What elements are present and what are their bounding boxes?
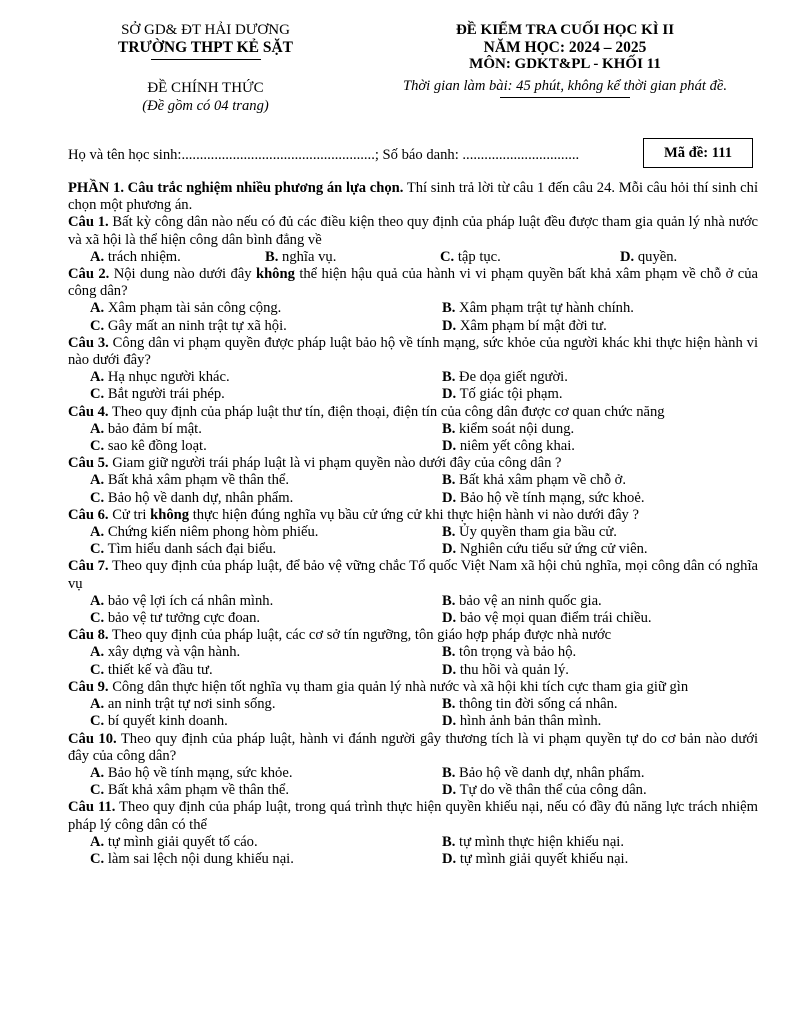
- question-block: [68, 507, 758, 559]
- option-letter: C.: [90, 438, 105, 455]
- question-text: Công dân thực hiện tốt nghĩa vụ tham gia quản lý nhà nước và xã hội khi tích cực tham gia giữ gìn: [108, 678, 689, 695]
- question-stem: [68, 627, 758, 644]
- question-number: Câu 3.: [68, 334, 109, 351]
- option-letter: C.: [90, 610, 105, 627]
- question-text: Công dân vi phạm quyền được pháp luật bảo hộ về tính mạng, sức khỏe của người khác khi thực hiện hành vi nào dưới đây?: [68, 334, 758, 369]
- answer-option: [90, 782, 442, 799]
- question-number: Câu 6.: [68, 506, 109, 523]
- answer-options: [68, 696, 758, 730]
- option-letter: D.: [442, 438, 457, 455]
- answer-options: [68, 834, 758, 868]
- question-stem: [68, 335, 758, 369]
- student-info-row: [68, 143, 758, 171]
- question-text-tail: thực hiện đúng nghĩa vụ bầu cử ứng cử khi thực hiện hành vi nào dưới đây ?: [189, 506, 639, 523]
- option-text: Bảo hộ về tính mạng, sức khoẻ.: [456, 489, 645, 506]
- option-text: niêm yết công khai.: [456, 438, 575, 455]
- answer-option: [442, 421, 752, 438]
- question-text: Bất kỳ công dân nào nếu có đủ các điều kiện theo quy định của pháp luật đều được tham gia quản lý nhà nước và xã hội là thể hiện công dân bình đẳng về: [68, 214, 759, 248]
- option-text: an ninh trật tự nơi sinh sống.: [104, 696, 276, 713]
- option-letter: B.: [442, 420, 456, 437]
- answer-options: [68, 524, 758, 558]
- option-letter: D.: [442, 489, 457, 506]
- question-stem: [68, 558, 758, 592]
- question-number: Câu 4.: [68, 403, 109, 420]
- option-text: bảo vệ an ninh quốc gia.: [455, 592, 602, 609]
- option-text: Bắt người trái phép.: [104, 386, 225, 403]
- question-number: Câu 1.: [68, 214, 109, 231]
- question-text: Nội dung nào dưới đây: [109, 266, 256, 283]
- option-letter: C.: [90, 850, 105, 867]
- option-letter: A.: [90, 696, 105, 713]
- answer-option: [90, 541, 442, 558]
- question-block: [68, 455, 758, 507]
- question-block: [68, 266, 758, 335]
- answer-option: [90, 765, 442, 782]
- question-number: Câu 10.: [68, 730, 117, 747]
- option-text: Bất khả xâm phạm về thân thể.: [104, 472, 290, 489]
- option-letter: A.: [90, 472, 105, 489]
- header-left: [68, 22, 343, 115]
- option-text: tôn trọng và bảo hộ.: [455, 644, 577, 661]
- answer-option: [442, 318, 752, 335]
- answer-option: [442, 541, 752, 558]
- option-text: bảo vệ mọi quan điểm trái chiều.: [456, 610, 652, 627]
- answer-option: [440, 249, 620, 266]
- option-letter: C.: [90, 661, 105, 678]
- option-text: Bất khả xâm phạm về chỗ ở.: [455, 472, 627, 489]
- option-letter: A.: [90, 248, 105, 265]
- option-text: xây dựng và vận hành.: [104, 644, 241, 661]
- answer-options: [68, 644, 758, 678]
- question-block: [68, 627, 758, 679]
- question-block: [68, 799, 758, 868]
- question-text: Giam giữ người trái pháp luật là vi phạm quyền nào dưới đây của công dân ?: [108, 455, 562, 472]
- option-letter: A.: [90, 644, 105, 661]
- answer-option: [90, 662, 442, 679]
- answer-option: [442, 765, 752, 782]
- option-text: Xâm phạm bí mật đời tư.: [456, 317, 607, 334]
- answer-option: [90, 369, 442, 386]
- option-text: Bảo hộ về danh dự, nhân phẩm.: [455, 764, 645, 781]
- option-letter: A.: [90, 524, 105, 541]
- answer-options: [68, 421, 758, 455]
- option-text: Bảo hộ về danh dự, nhân phẩm.: [104, 489, 294, 506]
- answer-option: [90, 593, 442, 610]
- option-letter: B.: [442, 524, 456, 541]
- option-text: sao kê đồng loạt.: [104, 438, 207, 455]
- option-letter: B.: [265, 248, 279, 265]
- answer-option: [442, 524, 752, 541]
- question-text: Theo quy định của pháp luật, trong quá trình thực hiện quyền khiếu nại, nếu có đầy đủ năng lực trách nhiệm pháp lý công dân có thể: [68, 799, 758, 833]
- option-text: tự mình giải quyết tố cáo.: [104, 833, 258, 850]
- question-emphasis: không: [255, 266, 295, 283]
- option-letter: D.: [620, 248, 635, 265]
- answer-option: [90, 249, 265, 266]
- exam-content: [68, 180, 758, 868]
- student-info-line: Họ và tên học sinh:.....................................................; Số báo danh: ................................: [68, 147, 580, 163]
- answer-option: [442, 593, 752, 610]
- exam-title: ĐỀ KIỂM TRA CUỐI HỌC KÌ II: [455, 22, 675, 38]
- question-stem: [68, 507, 758, 524]
- question-number: Câu 11.: [68, 799, 116, 816]
- answer-option: [442, 834, 752, 851]
- page-count-note: (Đề gồm có 04 trang): [142, 97, 269, 114]
- option-text: Xâm phạm tài sản công cộng.: [104, 300, 282, 317]
- question-number: Câu 8.: [68, 627, 109, 644]
- option-letter: A.: [90, 833, 105, 850]
- question-text: Theo quy định của pháp luật, để bảo vệ vững chắc Tổ quốc Việt Nam xã hội chủ nghĩa, mọi công dân có nghĩa vụ: [68, 558, 759, 592]
- question-stem: [68, 731, 758, 765]
- question-number: Câu 9.: [68, 678, 109, 695]
- option-text: tập tục.: [454, 248, 501, 265]
- option-text: tự mình giải quyết khiếu nại.: [456, 850, 629, 867]
- answer-option: [90, 490, 442, 507]
- official-label: ĐỀ CHÍNH THỨC: [147, 80, 264, 97]
- answer-option: [442, 696, 752, 713]
- option-text: kiểm soát nội dung.: [455, 420, 575, 437]
- answer-option: [90, 438, 442, 455]
- option-letter: C.: [90, 386, 105, 403]
- question-text: Theo quy định của pháp luật, các cơ sở tín ngưỡng, tôn giáo hợp pháp được nhà nước: [108, 627, 612, 644]
- department-name: SỞ GD& ĐT HẢI DƯƠNG: [121, 22, 290, 38]
- question-emphasis: không: [150, 506, 190, 523]
- answer-options: [68, 369, 758, 403]
- option-letter: B.: [442, 369, 456, 386]
- option-text: nghĩa vụ.: [278, 248, 337, 265]
- header-right-rule: [500, 97, 630, 98]
- question-stem: [68, 455, 758, 472]
- option-letter: B.: [442, 644, 456, 661]
- header-right: [355, 22, 775, 98]
- answer-option: [90, 610, 442, 627]
- option-letter: B.: [442, 592, 456, 609]
- answer-option: [442, 644, 752, 661]
- option-letter: B.: [442, 472, 456, 489]
- option-letter: B.: [442, 696, 456, 713]
- answer-option: [442, 300, 752, 317]
- option-letter: A.: [90, 764, 105, 781]
- option-text: trách nhiệm.: [104, 248, 181, 265]
- answer-option: [90, 713, 442, 730]
- option-letter: C.: [90, 541, 105, 558]
- answer-option: [442, 713, 752, 730]
- answer-option: [442, 438, 752, 455]
- question-number: Câu 5.: [68, 455, 109, 472]
- answer-option: [90, 834, 442, 851]
- option-text: thiết kế và đầu tư.: [104, 661, 213, 678]
- option-text: bảo vệ tư tưởng cực đoan.: [104, 610, 261, 627]
- answer-option: [442, 369, 752, 386]
- question-text: Cử tri: [108, 506, 151, 523]
- option-letter: C.: [440, 248, 455, 265]
- option-text: Bảo hộ về tính mạng, sức khỏe.: [104, 764, 293, 781]
- option-text: bí quyết kinh doanh.: [104, 713, 228, 730]
- part1-instruction: Thí sinh trả lời từ câu 1 đến câu 24. Mỗi câu hỏi thí sinh chỉ chọn một phương án.: [68, 180, 758, 214]
- answer-option: [90, 851, 442, 868]
- question-text-tail: thể hiện hậu quả của hành vi vi phạm quyền bất khả xâm phạm về chỗ ở của công dân?: [68, 266, 758, 300]
- answer-option: [442, 662, 752, 679]
- option-text: tự mình thực hiện khiếu nại.: [455, 833, 625, 850]
- option-letter: C.: [90, 317, 105, 334]
- school-name: TRƯỜNG THPT KẺ SẶT: [118, 39, 293, 57]
- question-block: [68, 558, 758, 627]
- answer-option: [90, 644, 442, 661]
- subject-line: MÔN: GDKT&PL - KHỐI 11: [469, 56, 661, 73]
- question-stem: [68, 214, 758, 248]
- option-text: thông tin đời sống cá nhân.: [455, 696, 618, 713]
- answer-options: [68, 472, 758, 506]
- option-text: Tố giác tội phạm.: [456, 386, 563, 403]
- option-letter: D.: [442, 661, 457, 678]
- option-text: Gây mất an ninh trật tự xã hội.: [104, 317, 287, 334]
- option-text: bảo vệ lợi ích cá nhân mình.: [104, 592, 274, 609]
- option-letter: D.: [442, 782, 457, 799]
- option-letter: B.: [442, 833, 456, 850]
- answer-option: [90, 300, 442, 317]
- option-letter: A.: [90, 420, 105, 437]
- option-text: Tự do về thân thể của công dân.: [456, 782, 647, 799]
- option-text: hình ảnh bản thân mình.: [456, 713, 602, 730]
- answer-option: [442, 386, 752, 403]
- answer-option: [90, 696, 442, 713]
- question-number: Câu 7.: [68, 558, 109, 575]
- option-letter: D.: [442, 541, 457, 558]
- question-text: Theo quy định của pháp luật thư tín, điện thoại, điện tín của công dân được cơ quan chức năng: [108, 403, 665, 420]
- option-text: Chứng kiến niêm phong hòm phiếu.: [104, 524, 319, 541]
- option-letter: D.: [442, 386, 457, 403]
- option-letter: B.: [442, 300, 456, 317]
- header-left-rule: [151, 59, 261, 60]
- question-stem: [68, 266, 758, 300]
- answer-options: [68, 249, 758, 266]
- question-block: [68, 679, 758, 731]
- option-text: Nghiên cứu tiểu sử ứng cử viên.: [456, 541, 648, 558]
- option-text: Bất khả xâm phạm về thân thể.: [104, 782, 290, 799]
- question-block: [68, 731, 758, 800]
- option-letter: C.: [90, 782, 105, 799]
- option-letter: C.: [90, 713, 105, 730]
- option-letter: B.: [442, 764, 456, 781]
- option-text: Xâm phạm trật tự hành chính.: [455, 300, 634, 317]
- question-stem: [68, 799, 758, 833]
- time-allowed: Thời gian làm bài: 45 phút, không kể thời gian phát đề.: [402, 77, 728, 94]
- answer-option: [90, 318, 442, 335]
- answer-options: [68, 300, 758, 334]
- option-text: làm sai lệch nội dung khiếu nại.: [104, 850, 294, 867]
- option-letter: A.: [90, 592, 105, 609]
- option-text: Hạ nhục người khác.: [104, 369, 230, 386]
- answer-option: [442, 472, 752, 489]
- school-year: NĂM HỌC: 2024 – 2025: [483, 39, 647, 57]
- option-text: quyền.: [634, 248, 678, 265]
- answer-option: [265, 249, 440, 266]
- answer-options: [68, 593, 758, 627]
- answer-option: [442, 490, 752, 507]
- exam-code-box: Mã đề: 111: [643, 138, 753, 168]
- option-text: Tìm hiểu danh sách đại biểu.: [104, 541, 277, 558]
- answer-option: [620, 249, 750, 266]
- answer-option: [90, 524, 442, 541]
- option-letter: D.: [442, 850, 457, 867]
- answer-option: [90, 472, 442, 489]
- question-block: [68, 214, 758, 266]
- option-letter: D.: [442, 610, 457, 627]
- question-block: [68, 335, 758, 404]
- answer-option: [442, 610, 752, 627]
- option-text: thu hồi và quản lý.: [456, 661, 569, 678]
- question-stem: [68, 404, 758, 421]
- option-letter: D.: [442, 317, 457, 334]
- option-text: Ủy quyền tham gia bầu cử.: [455, 524, 617, 541]
- option-text: Đe dọa giết người.: [455, 369, 568, 386]
- part1-intro: [68, 180, 758, 214]
- option-letter: A.: [90, 369, 105, 386]
- question-text: Theo quy định của pháp luật, hành vi đánh người gây thương tích là vi phạm quyền tự do cơ bản nào dưới đây của công dân?: [68, 730, 759, 764]
- answer-option: [442, 782, 752, 799]
- option-letter: D.: [442, 713, 457, 730]
- answer-option: [90, 421, 442, 438]
- question-stem: [68, 679, 758, 696]
- option-letter: A.: [90, 300, 105, 317]
- answer-option: [442, 851, 752, 868]
- answer-options: [68, 765, 758, 799]
- option-text: bảo đảm bí mật.: [104, 420, 202, 437]
- answer-option: [90, 386, 442, 403]
- question-block: [68, 404, 758, 456]
- option-letter: C.: [90, 489, 105, 506]
- question-number: Câu 2.: [68, 266, 110, 283]
- part1-title: PHẦN 1. Câu trắc nghiệm nhiều phương án lựa chọn.: [68, 180, 404, 196]
- question-list: [68, 214, 758, 868]
